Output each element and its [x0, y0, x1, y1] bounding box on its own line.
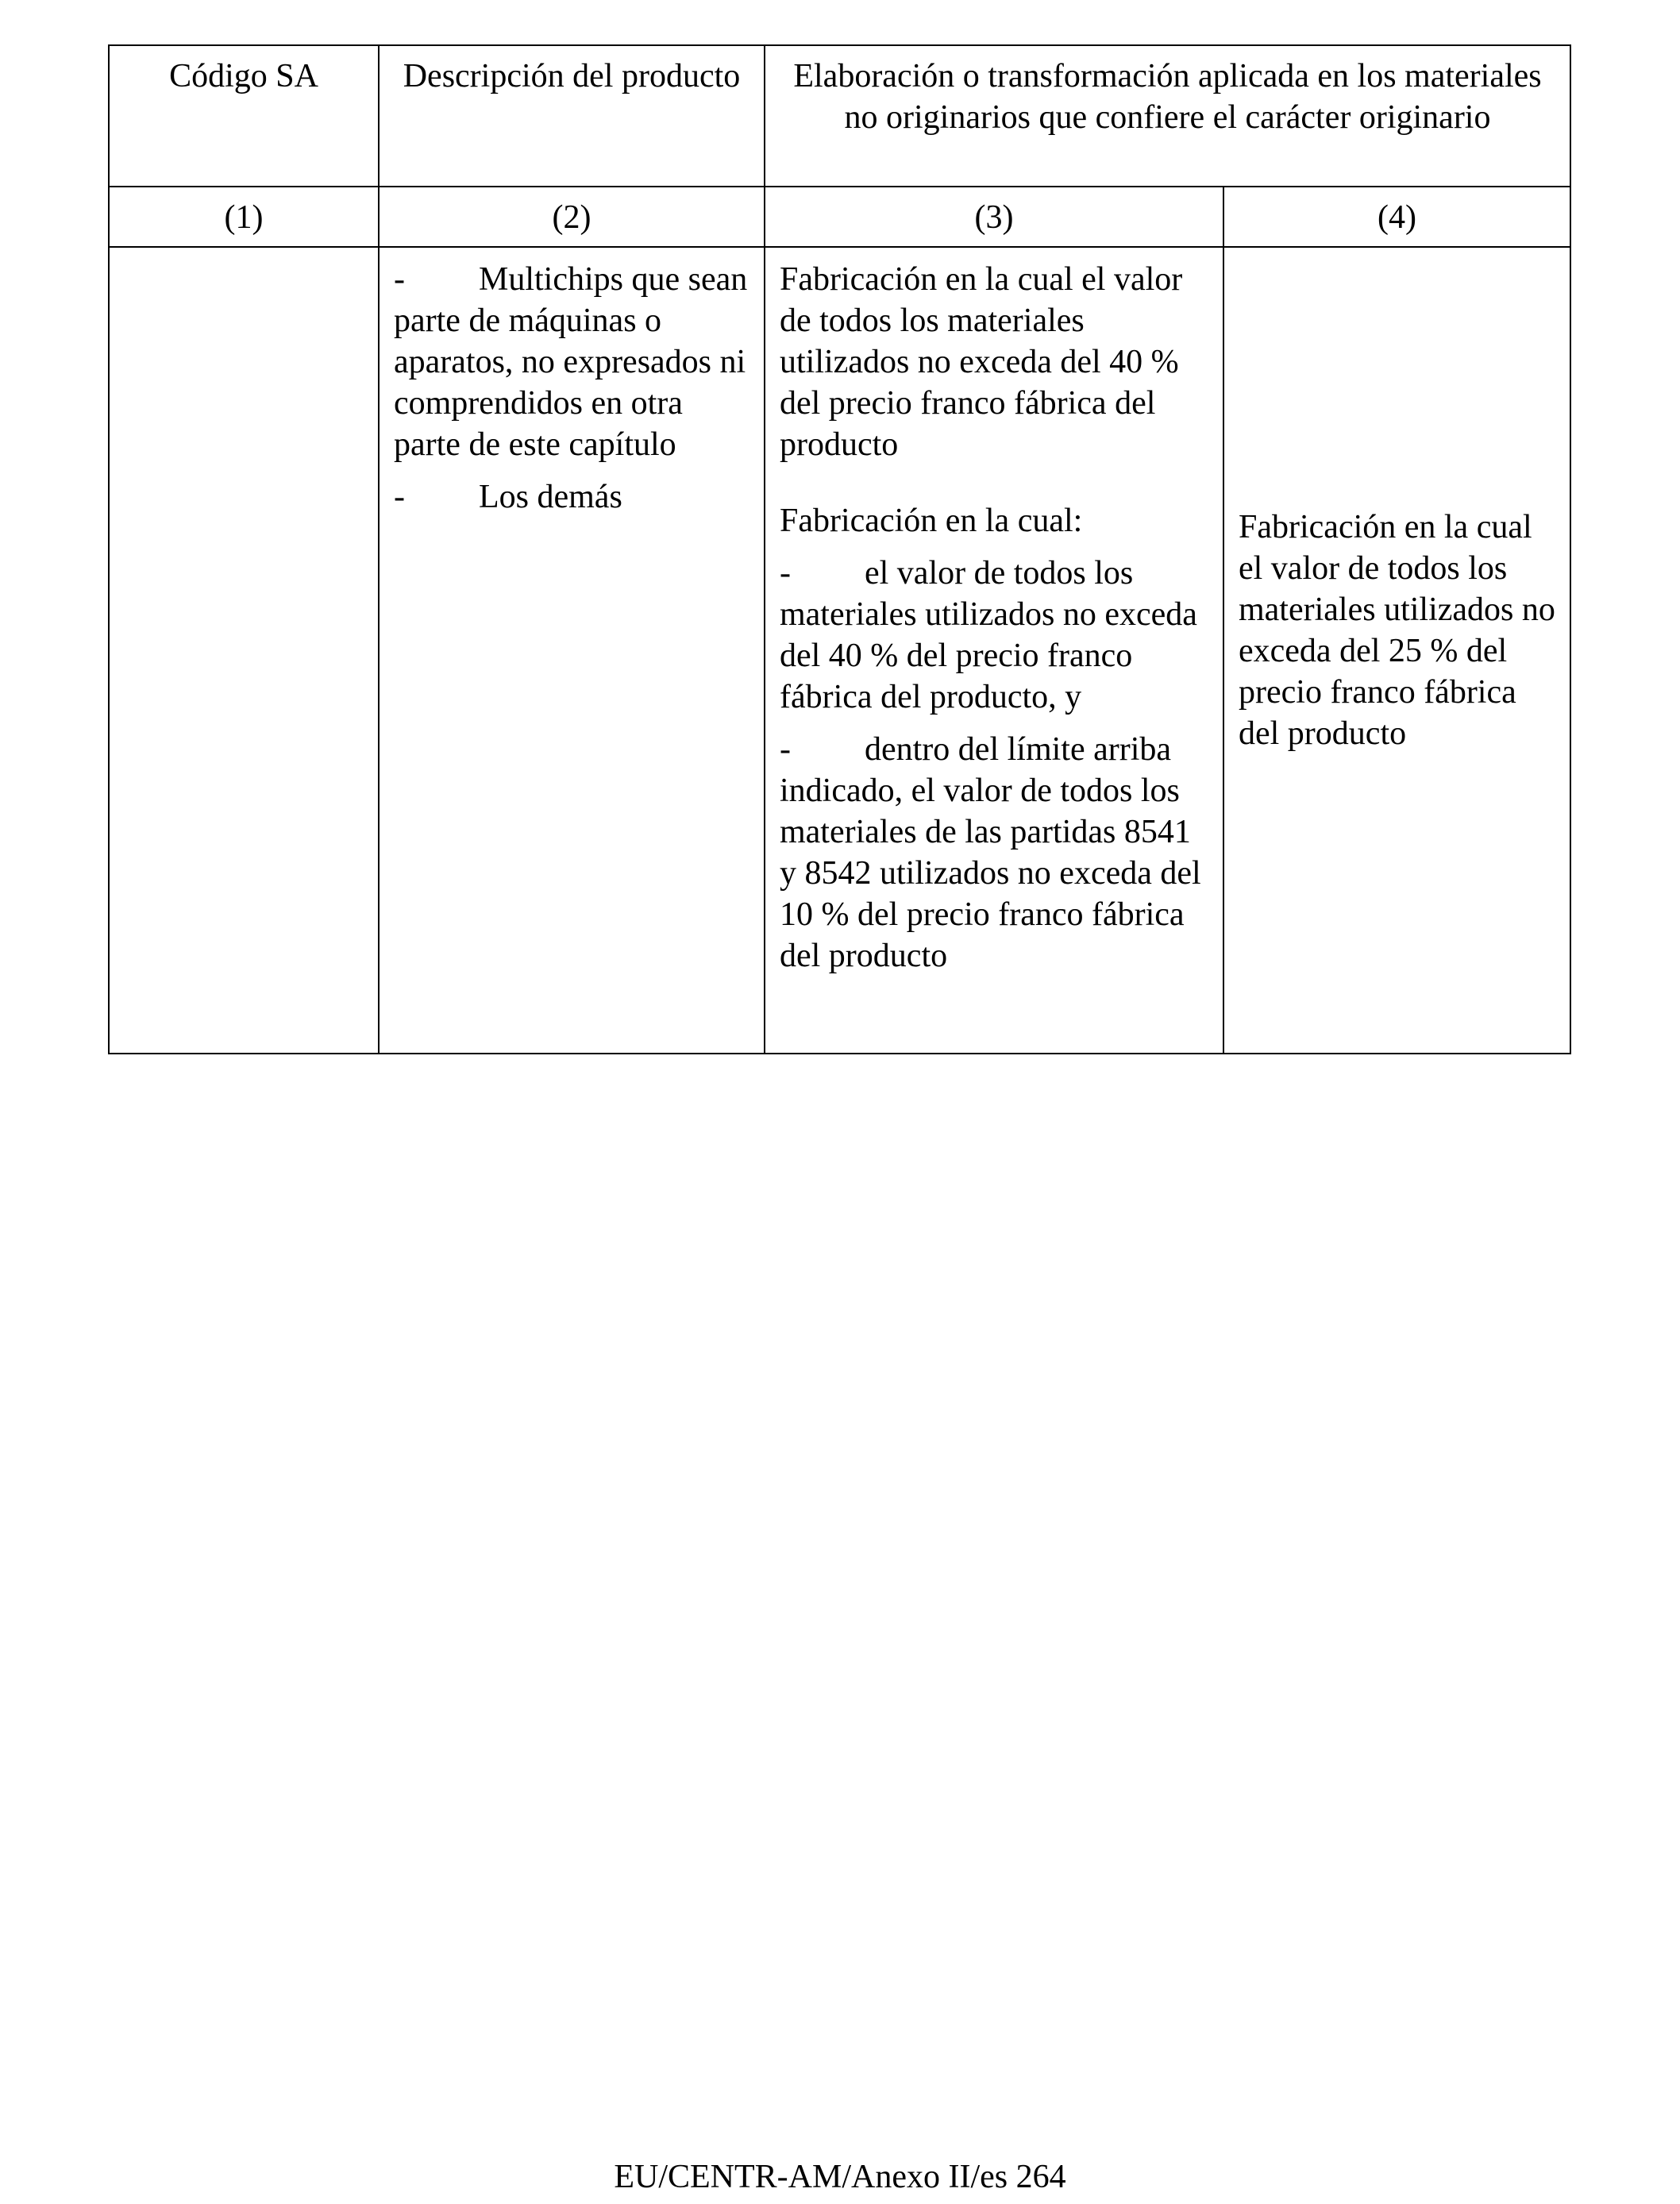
- page-footer: EU/CENTR-AM/Anexo II/es 264: [614, 2159, 1066, 2195]
- rule-intro: Fabricación en la cual:: [780, 503, 1083, 539]
- column-number-4: (4): [1223, 187, 1570, 247]
- rule-cell: [765, 247, 1223, 1054]
- column-number-1: (1): [109, 187, 379, 247]
- alternative-rule-cell: [1223, 247, 1570, 1054]
- rule-item: - dentro del límite arriba indicado, el valor de todos los materiales de las partidas 8541 y 8542 utilizados no exceda del 10 % del precio franco fábrica del producto: [780, 731, 1201, 974]
- description-item: - Los demás: [394, 479, 622, 515]
- hs-code-cell: [109, 247, 379, 1054]
- header-row: [109, 45, 1570, 187]
- header-product-description: Descripción del producto: [379, 45, 765, 187]
- rule-text: Fabricación en la cual el valor de todos los materiales utilizados no exceda del 40 % del precio franco fábrica del producto: [780, 261, 1183, 463]
- rule-item: - el valor de todos los materiales utilizados no exceda del 40 % del precio franco fábrica del producto, y: [780, 555, 1197, 715]
- alternative-rule-empty: [1239, 259, 1555, 507]
- rules-table: [108, 44, 1571, 1054]
- table-row: [109, 247, 1570, 1054]
- description-item: - Multichips que sean parte de máquinas o aparatos, no expresados ni comprendidos en otra parte de este capítulo: [394, 261, 748, 463]
- header-hs-code: Código SA: [109, 45, 379, 187]
- alternative-rule-text: Fabricación en la cual el valor de todos los materiales utilizados no exceda del 25 % del precio franco fábrica del producto: [1239, 509, 1555, 752]
- description-cell: [379, 247, 765, 1054]
- column-number-row: [109, 187, 1570, 247]
- column-number-3: (3): [765, 187, 1223, 247]
- header-working-processing: Elaboración o transformación aplicada en los materiales no originarios que confiere el carácter originario: [765, 45, 1570, 187]
- column-number-2: (2): [379, 187, 765, 247]
